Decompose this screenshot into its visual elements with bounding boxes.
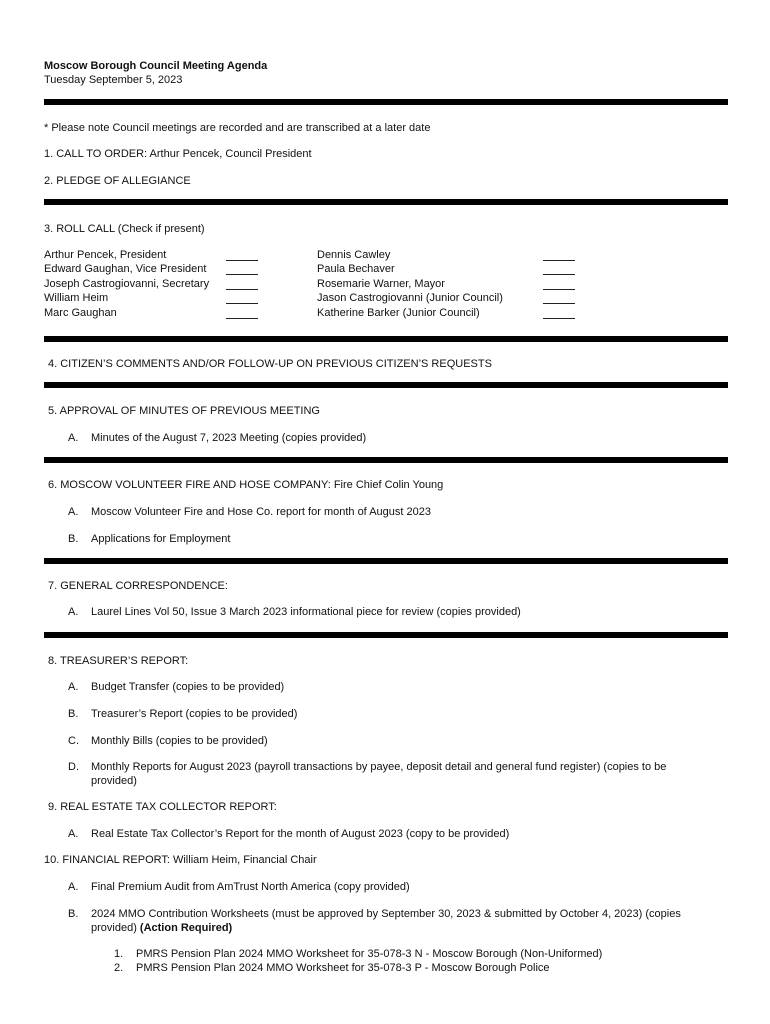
sub-item: Real Estate Tax Collector’s Report for the month of August 2023 (copy to be provided) <box>91 828 510 840</box>
check-blank <box>226 303 258 304</box>
roll-name: Jason Castrogiovanni (Junior Council) <box>317 292 503 304</box>
check-blank <box>226 260 258 261</box>
sub-item: Monthly Bills (copies to be provided) <box>91 735 268 747</box>
roll-name: William Heim <box>44 292 109 304</box>
roll-name: Dennis Cawley <box>317 249 391 261</box>
section-divider <box>44 457 728 463</box>
sub-item: Laurel Lines Vol 50, Issue 3 March 2023 informational piece for review (copies provided) <box>91 606 521 618</box>
agenda-title: Moscow Borough Council Meeting Agenda <box>44 60 268 72</box>
sub-item-continued: provided) <box>91 775 137 787</box>
copies-provided-text: provided) <box>91 922 140 934</box>
sub-item: Minutes of the August 7, 2023 Meeting (copies provided) <box>91 432 367 444</box>
sub-item: 2024 MMO Contribution Worksheets (must be approved by September 30, 2023 & submitted by October 4, 2023) (copies <box>91 908 681 920</box>
item-tax-collector: 9. REAL ESTATE TAX COLLECTOR REPORT: <box>48 801 277 813</box>
sub-letter: B. <box>68 533 79 545</box>
item-approval-minutes: 5. APPROVAL OF MINUTES OF PREVIOUS MEETING <box>48 405 320 417</box>
check-blank <box>543 260 575 261</box>
check-blank <box>543 318 575 319</box>
section-divider <box>44 382 728 388</box>
section-divider <box>44 336 728 342</box>
check-blank <box>543 274 575 275</box>
roll-name: Joseph Castrogiovanni, Secretary <box>44 278 210 290</box>
item-treasurer-report: 8. TREASURER’S REPORT: <box>48 655 189 667</box>
sub-letter: C. <box>68 735 79 747</box>
check-blank <box>226 318 258 319</box>
item-call-to-order: 1. CALL TO ORDER: Arthur Pencek, Council President <box>44 148 312 160</box>
roll-name: Marc Gaughan <box>44 307 117 319</box>
sub-sub-item: PMRS Pension Plan 2024 MMO Worksheet for 35-078-3 N - Moscow Borough (Non-Uniformed) <box>136 948 603 960</box>
sub-item: Budget Transfer (copies to be provided) <box>91 681 285 693</box>
section-divider <box>44 99 728 105</box>
roll-name: Katherine Barker (Junior Council) <box>317 307 480 319</box>
check-blank <box>543 303 575 304</box>
sub-letter: A. <box>68 681 79 693</box>
sub-sub-item: PMRS Pension Plan 2024 MMO Worksheet for 35-078-3 P - Moscow Borough Police <box>136 962 550 974</box>
action-required-label: (Action Required) <box>139 922 233 934</box>
roll-name: Paula Bechaver <box>317 263 395 275</box>
item-roll-call: 3. ROLL CALL (Check if present) <box>44 223 205 235</box>
sub-item: Moscow Volunteer Fire and Hose Co. report for month of August 2023 <box>91 506 431 518</box>
roll-name: Edward Gaughan, Vice President <box>44 263 207 275</box>
meeting-date: Tuesday September 5, 2023 <box>44 74 183 86</box>
sub-letter: A. <box>68 881 79 893</box>
sub-item: Monthly Reports for August 2023 (payroll transactions by payee, deposit detail and general fund register) (copies to be <box>91 761 667 773</box>
check-blank <box>226 274 258 275</box>
item-financial-report: 10. FINANCIAL REPORT: William Heim, Financial Chair <box>44 854 317 866</box>
sub-sub-number: 2. <box>114 962 124 974</box>
item-citizens-comments: 4. CITIZEN’S COMMENTS AND/OR FOLLOW-UP ON PREVIOUS CITIZEN’S REQUESTS <box>48 358 492 370</box>
sub-letter: A. <box>68 828 79 840</box>
check-blank <box>226 289 258 290</box>
item-fire-company: 6. MOSCOW VOLUNTEER FIRE AND HOSE COMPANY: Fire Chief Colin Young <box>48 479 444 491</box>
sub-letter: A. <box>68 432 79 444</box>
section-divider <box>44 199 728 205</box>
section-divider <box>44 558 728 564</box>
sub-letter: B. <box>68 708 79 720</box>
check-blank <box>543 289 575 290</box>
recording-note: * Please note Council meetings are recorded and are transcribed at a later date <box>44 122 431 134</box>
sub-letter: A. <box>68 606 79 618</box>
sub-letter: A. <box>68 506 79 518</box>
sub-item: Final Premium Audit from AmTrust North America (copy provided) <box>91 881 410 893</box>
sub-sub-number: 1. <box>114 948 124 960</box>
item-correspondence: 7. GENERAL CORRESPONDENCE: <box>48 580 228 592</box>
sub-letter: B. <box>68 908 79 920</box>
roll-name: Rosemarie Warner, Mayor <box>317 278 445 290</box>
section-divider <box>44 632 728 638</box>
sub-item: Treasurer’s Report (copies to be provided) <box>91 708 298 720</box>
sub-item: Applications for Employment <box>91 533 231 545</box>
sub-letter: D. <box>68 761 79 773</box>
sub-item-continued <box>91 922 232 935</box>
item-pledge: 2. PLEDGE OF ALLEGIANCE <box>44 175 191 187</box>
roll-name: Arthur Pencek, President <box>44 249 167 261</box>
